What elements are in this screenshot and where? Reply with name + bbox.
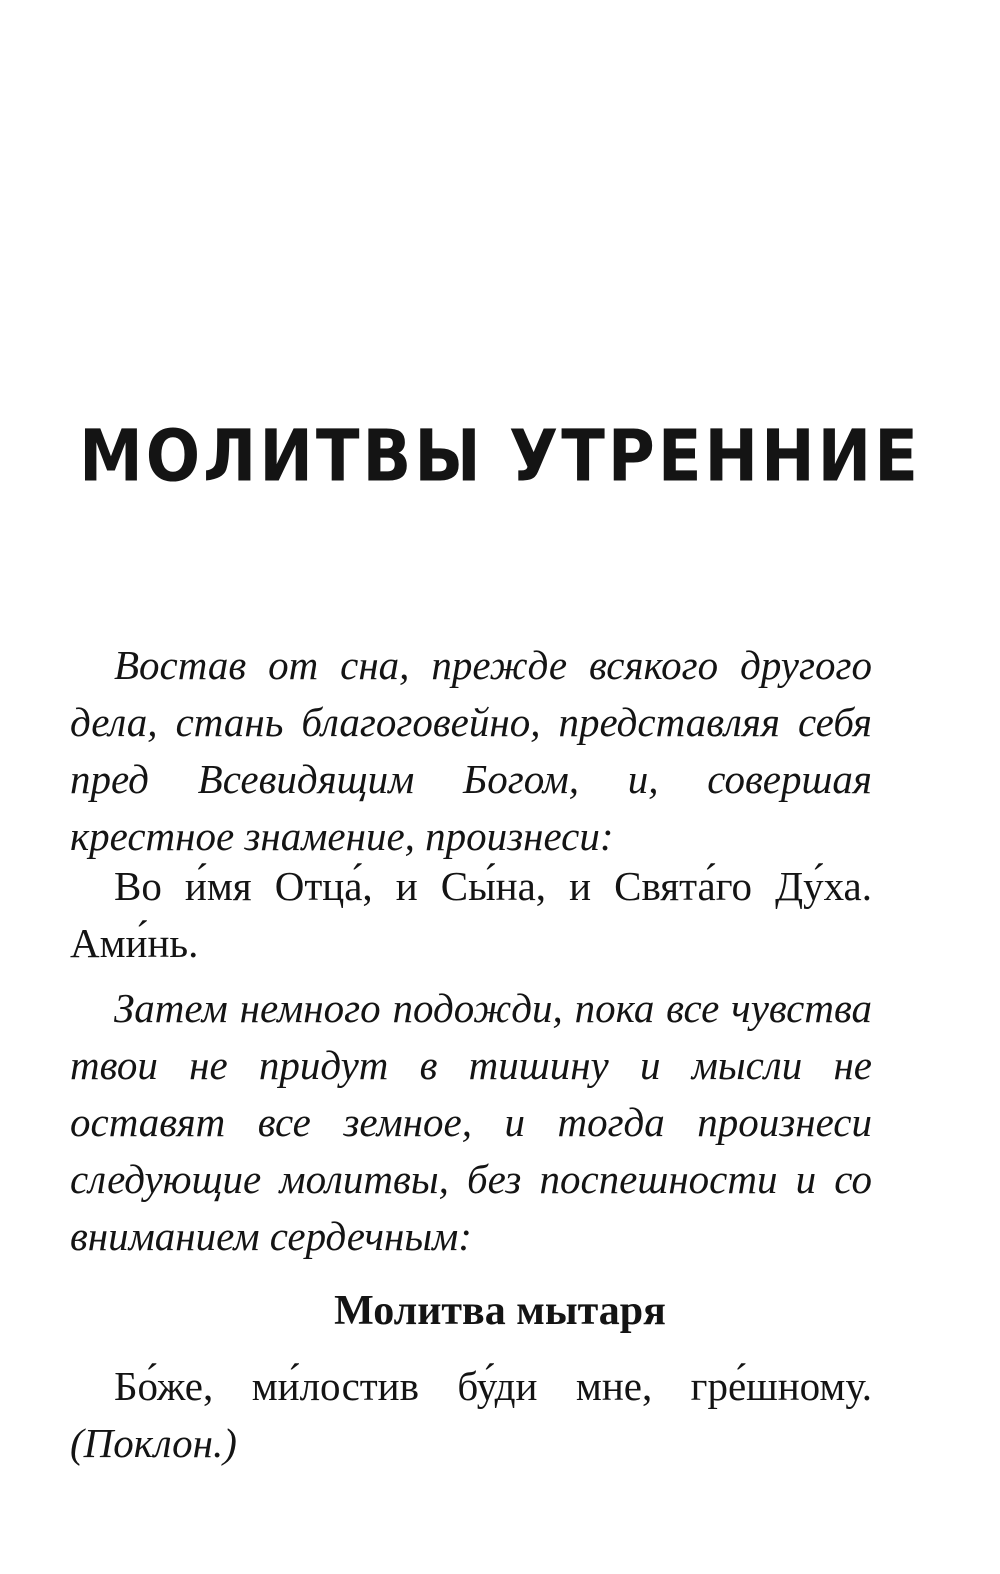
intro-instruction: Востав от сна, прежде всякого другого дела, стань благоговейно, представляя себя пред Всевидящим Богом, и, совершая крестное знамение, произнеси: (70, 642, 872, 859)
section-title: Молитва мытаря (334, 1288, 666, 1334)
prayer-text: Бо́же, ми́лостив бу́ди мне, гре́шному. (114, 1363, 872, 1409)
second-instruction: Затем немного подожди, пока все чувства твои не придут в тишину и мысли не оставят все земное, и тогда произнеси следующие молитвы, без поспешности и со вниманием сердечным: (70, 985, 872, 1259)
prayer-paragraph (70, 1358, 872, 1472)
page-title: МОЛИТВЫ УТРЕННИЕ (79, 415, 921, 499)
invocation-text: Во и́мя Отца́, и Сы́на, и Свята́го Ду́ха. Ами́нь. (70, 863, 872, 966)
prayer-note: (Поклон.) (70, 1420, 237, 1466)
